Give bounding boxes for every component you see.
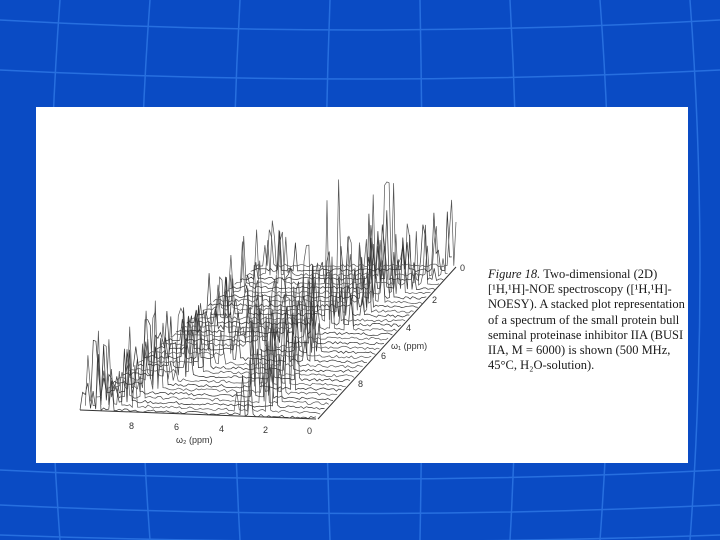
x-tick: 6 xyxy=(174,422,180,432)
figure-caption xyxy=(488,267,688,373)
nmr-stacked-plot xyxy=(36,107,506,463)
y-tick: 4 xyxy=(406,323,412,333)
spectrum-trace xyxy=(171,277,388,340)
caption-label: Figure 18. xyxy=(488,267,541,281)
x-axis-label: ω₂ (ppm) xyxy=(176,435,213,445)
y-tick: 0 xyxy=(460,263,466,273)
caption-text: Two-dimensional (2D) [¹H,¹H]-NOE spectroscopy ([¹H,¹H]-NOESY). A stacked plot representation of a spectrum of the small protein bull seminal proteinase inhibitor IIA (BUSI IIA, M = 6000) is shown (500 MHz, 45°C, H₂O-solution). xyxy=(488,267,685,373)
y-tick: 2 xyxy=(432,295,438,305)
y-tick: 8 xyxy=(358,379,364,389)
x-tick: 2 xyxy=(263,425,269,435)
spectrum-traces xyxy=(80,180,456,419)
x-tick: 4 xyxy=(219,424,225,434)
x-tick: 8 xyxy=(129,421,135,431)
x-tick: 0 xyxy=(307,426,313,436)
figure-panel xyxy=(36,107,688,463)
y-axis-label: ω₁ (ppm) xyxy=(391,341,428,351)
y-tick: 6 xyxy=(381,351,387,361)
x-axis xyxy=(80,410,316,445)
